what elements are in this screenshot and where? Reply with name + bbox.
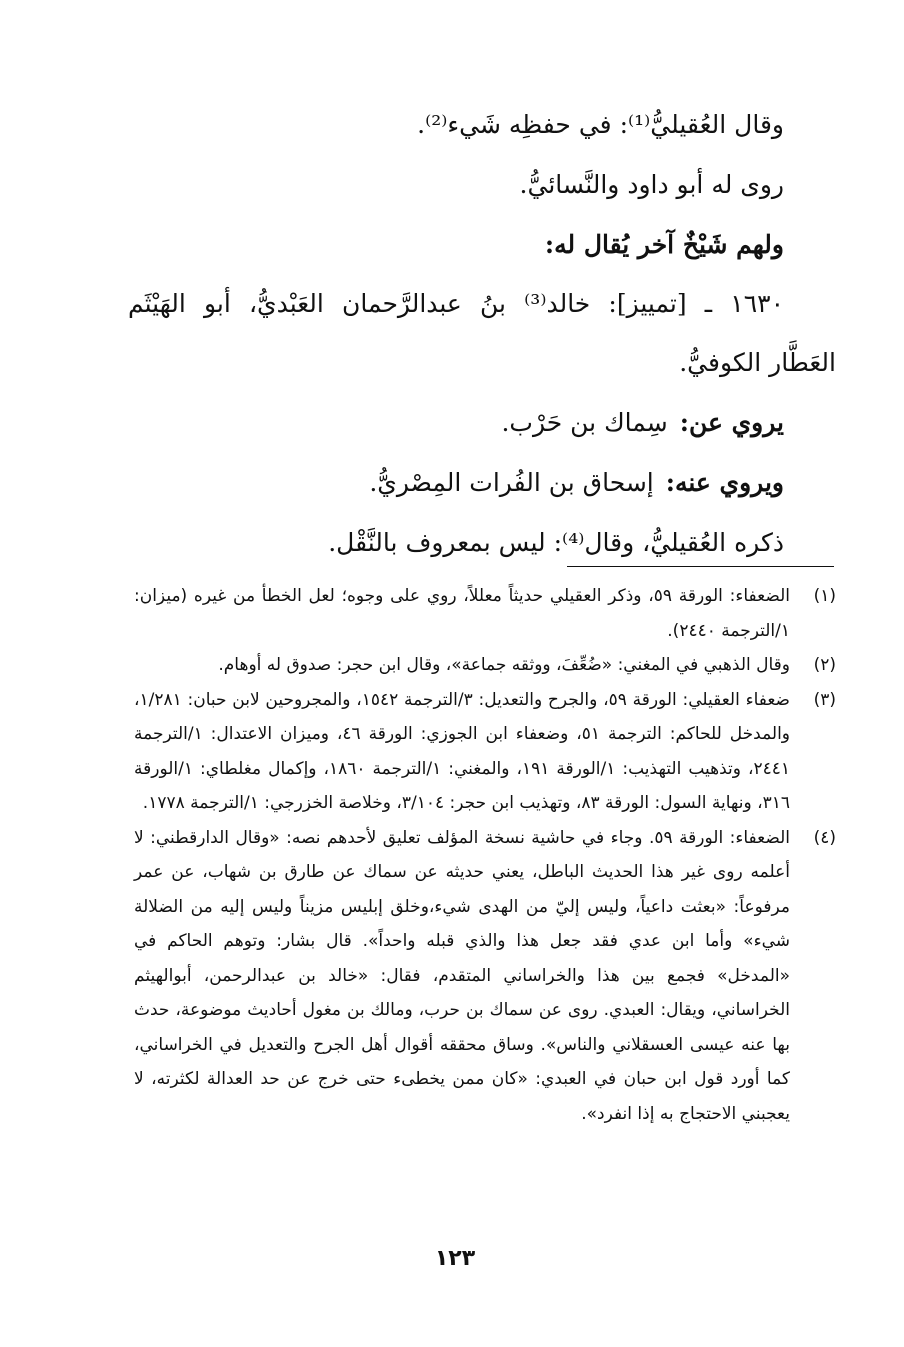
footnote-number: (٣) (813, 689, 836, 710)
narrates-from-line (128, 393, 836, 453)
main-last-line: ذكره العُقيليُّ، وقال⁽⁴⁾: ليس بمعروف بالنَّقْل. (328, 528, 784, 557)
entry-heading-continuation: العَطَّار الكوفيُّ. (679, 348, 836, 377)
narrated-by-value: إسحاق بن الفُرات المِصْريُّ. (369, 468, 654, 497)
footnote-separator (567, 566, 834, 567)
main-line-3: ولهم شَيْخٌ آخر يُقال له: (544, 230, 784, 259)
entry-heading-line: ١٦٣٠ ـ [تمييز]: خالد⁽³⁾ بنُ عبدالرَّحمان العَبْديُّ، أبو الهَيْثَم (128, 289, 784, 318)
footnote-text: ضعفاء العقيلي: الورقة ٥٩، والجرح والتعديل: ٣/الترجمة ١٥٤٢، والمجروحين لابن حبان: ١/٢٨١، والمدخل للحاكم: الترجمة ٥١، وضعفاء ابن الجوزي: الورقة ٤٦، وميزان الاعتدال: ١/الترجمة ٢٤٤١، وتذهيب التهذيب: ١/الورقة ١٩١، والمغني: ١/الترجمة ١٨٦٠، وإكمال مغلطاي: ١/الورقة ٣١٦، ونهاية السول: الورقة ٨٣، وتهذيب ابن حجر: ٣/١٠٤، وخلاصة الخزرجي: ١/الترجمة ١٧٧٨. (134, 689, 791, 813)
footnote-number: (٤) (813, 827, 836, 848)
main-line-1: وقال العُقيليُّ⁽¹⁾: في حفظِه شَيء⁽²⁾. (417, 110, 784, 139)
footnote-4 (134, 821, 836, 1132)
main-text (128, 95, 836, 573)
footnote-text: وقال الذهبي في المغني: «ضُعِّفَ، ووثقه جماعة»، وقال ابن حجر: صدوق له أوهام. (218, 655, 790, 675)
footnotes (134, 579, 836, 1131)
narrates-from-value: سِماك بن حَرْب. (501, 408, 668, 437)
footnote-2 (134, 648, 836, 683)
footnote-3 (134, 683, 836, 821)
narrates-from-label: يروي عن: (679, 408, 784, 437)
footnote-1 (134, 579, 836, 648)
footnote-text: الضعفاء: الورقة ٥٩. وجاء في حاشية نسخة المؤلف تعليق لأحدهم نصه: «وقال الدارقطني: لا أعلمه روى غير هذا الحديث الباطل، يعني حديثه عن سماك عن طارق بن شهاب، عن عمر مرفوعاً: «بعثت داعياً، وليس إليّ من الهدى شيء،وخلق إبليس مزيناً وليس إليه من الضلالة شيء» وأما ابن عدي فقد جعل هذا والذي قبله واحداً». قال بشار: وتوهم الحاكم في «المدخل» فجمع بين هذا والخراساني المتقدم، فقال: «خالد بن عبدالرحمن، أبوالهيثم الخراساني، ويقال: العبدي. روى عن سماك بن حرب، ومالك بن مغول أحاديث موضوعة، حدث بها عنه عيسى العسقلاني والناس». وساق محققه أقوال أهل الجرح والتعديل في الخراساني، كما أورد قول ابن حبان في العبدي: «كان ممن يخطىء حتى خرج عن حد العدالة لكثرته، لا يعجبني الاحتجاج به إذا انفرد». (134, 827, 790, 1124)
page-number: ١٢٣ (434, 1246, 476, 1271)
footnote-number: (١) (813, 586, 836, 606)
narrated-by-line (128, 453, 836, 513)
footnote-number: (٢) (813, 655, 836, 675)
main-line-2: روى له أبو داود والنَّسائيُّ. (519, 170, 784, 199)
footnote-text: الضعفاء: الورقة ٥٩، وذكر العقيلي حديثاً معللاً، روي على وجوه؛ لعل الخطأ من غيره (ميزان: ١/الترجمة ٢٤٤٠). (134, 586, 790, 641)
narrated-by-label: ويروي عنه: (665, 468, 784, 497)
